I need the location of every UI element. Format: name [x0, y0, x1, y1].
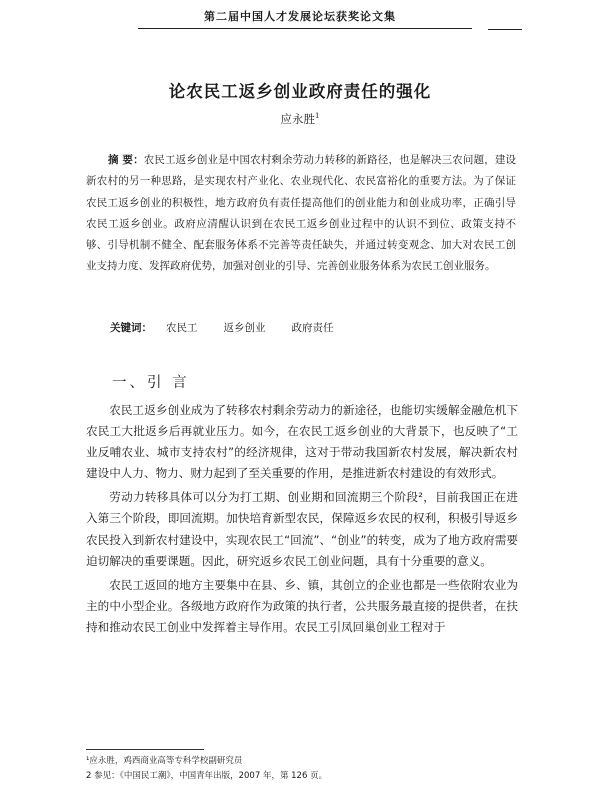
paragraph: 劳动力转移具体可以分为打工期、创业期和回流期三个阶段²，目前我国正在进入第三个阶段，即回流期。加快培育新型农民，保障返乡农民的权利，积极引导返乡农民投入到新农村建设中，实现农民工“回流”、“创业”的转变，成为了地方政府需要迫切解决的重要课题。因此，研究返乡农民工创业问题，具有十分重要的意义。 — [86, 490, 518, 568]
paragraph: 农民工返回的地方主要集中在县、乡、镇，其创立的企业也都是一些依附农业为主的中小型企业。各级地方政府作为政策的执行者，公共服务最直接的提供者，在扶持和推动农民工创业中发挥着主导作用。农民工引凤回巢创业工程对于 — [86, 577, 518, 634]
keyword: 农民工 — [166, 322, 198, 334]
paragraph: 农民工返乡创业成为了转移农村剩余劳动力的新途径，也能切实缓解金融危机下农民工大批返乡后再就业压力。如今，在农民工返乡创业的大背景下，也反映了“工业反哺农业、城市支持农村”的经济规律，这对于带动我国新农村发展，解决新农村建设中人力、物力、财力起到了至关重要的作用，是推进新农村建设的有效形式。 — [86, 403, 518, 481]
section-heading: 一、引 言 — [112, 375, 190, 391]
footnote: 2 参见：《中国民工潮》，中国青年出版，2007 年，第 126 页。 — [86, 771, 328, 781]
abstract — [86, 150, 516, 278]
keywords — [110, 320, 510, 335]
footnote-rule — [86, 749, 204, 750]
keywords-label: 关键词： — [110, 322, 152, 334]
running-header: 第二届中国人才发展论坛获奖论文集 — [204, 10, 396, 23]
author-name: 应永胜 — [280, 112, 316, 126]
author-footnote-marker: 1 — [315, 112, 320, 121]
abstract-label: 摘 要： — [108, 154, 144, 166]
paper-title: 论农民工返乡创业政府责任的强化 — [168, 82, 432, 101]
header-rule-right — [488, 29, 522, 30]
body-text — [86, 400, 518, 641]
abstract-text: 农民工返乡创业是中国农村剩余劳动力转移的新路径，也是解决三农问题，建设新农村的另一种思路，是实现农村产业化、农业现代化、农民富裕化的重要方法。为了保证农民工返乡创业的积极性，地方政府负有责任提高他们的创业能力和创业成功率，正确引导农民工返乡创业。政府应清醒认识到在农民工返乡创业过程中的认识不到位、政策支持不够、引导机制不健全、配套服务体系不完善等责任缺失，并通过转变观念、加大对农民工创业支持力度、发挥政府优势，加强对创业的引导、完善创业服务体系为农民工创业服务。 — [86, 154, 516, 273]
header-rule — [138, 28, 472, 29]
footnotes — [86, 754, 526, 784]
keyword: 返乡创业 — [223, 322, 266, 334]
footnote: ¹应永胜，鸡西商业高等专科学校副研究员 — [86, 756, 243, 766]
author-line — [0, 111, 600, 127]
keyword: 政府责任 — [291, 322, 334, 334]
